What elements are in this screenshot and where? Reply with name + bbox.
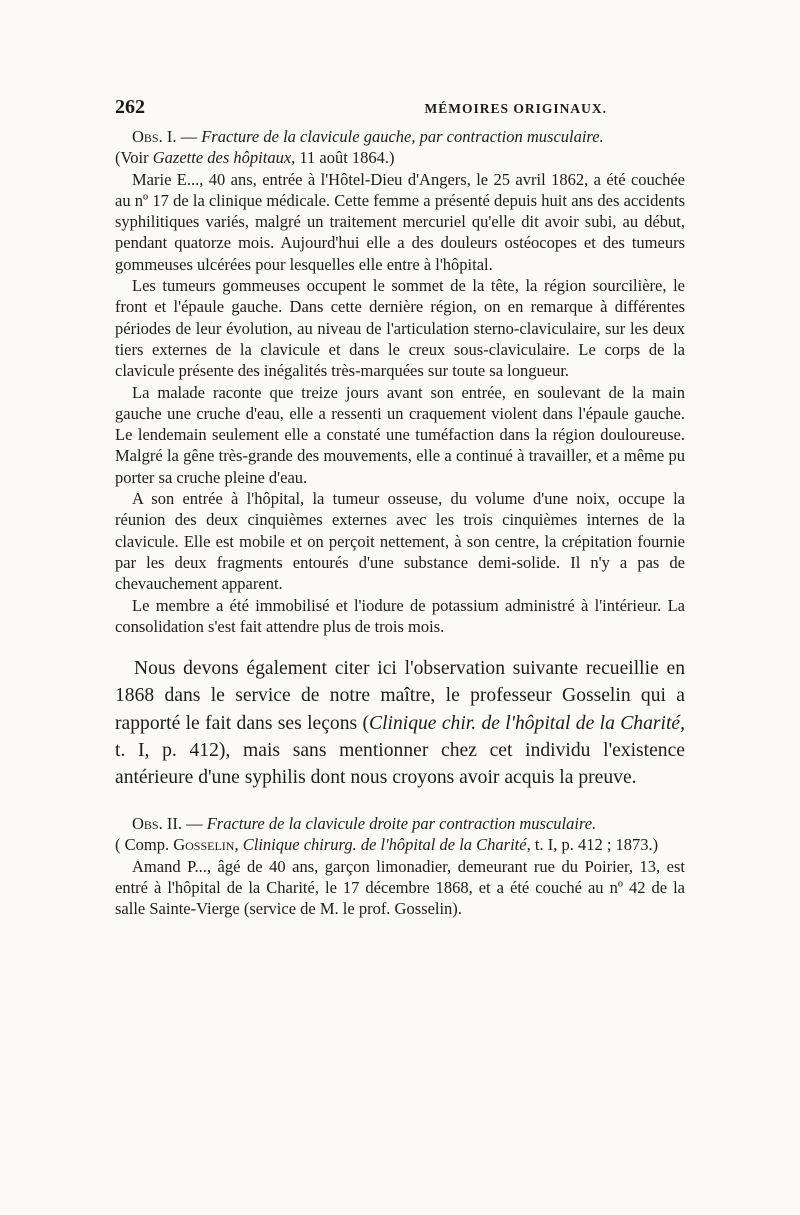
observation-1-dash: — [176,127,202,146]
main-paragraph [115,655,685,791]
observation-1-ref-journal: Gazette des hôpitaux, [152,148,296,168]
observation-1-heading [115,126,685,169]
observation-2-ref-author: Gosselin, [173,835,239,855]
page [115,96,685,920]
observation-2-label: Obs. II. [132,814,182,834]
main-text-citation: Clinique chir. de l'hôpital de la Charité, [369,712,685,734]
page-header [115,96,685,126]
observation-1-ref-open: (Voir [115,148,153,168]
observation-2-title: Fracture de la clavicule droite par contraction musculaire. [206,814,597,834]
observation-1-label: Obs. I. [132,127,177,146]
observation-1-paragraph: A son entrée à l'hôpital, la tumeur osseuse, du volume d'une noix, occupe la réunion des deux cinquièmes externes avec les trois cinquièmes internes de la clavicule. Elle est mobile et on perçoit nettement, à son centre, la crépitation fournie par les deux fragments entourés d'une substance demi-solide. Il n'y a pas de chevauchement apparent. [115,489,685,594]
observation-1-paragraph: Le membre a été immobilisé et l'iodure de potassium administré à l'intérieur. La consolidation s'est fait attendre plus de trois mois. [115,595,685,636]
observation-2-ref-open: ( Comp. [115,835,174,855]
observation-2-ref-close: t. I, p. 412 ; 1873.) [530,835,659,855]
observation-1-ref-close: 11 août 1864.) [295,148,395,168]
page-number: 262 [115,96,145,118]
observation-1-title: Fracture de la clavicule gauche, par contraction musculaire. [201,127,604,146]
observation-1 [115,126,685,637]
observation-1-paragraph: La malade raconte que treize jours avant son entrée, en soulevant de la main gauche une cruche d'eau, elle a ressenti un craquement violent dans l'épaule gauche. Le lendemain seulement elle a constaté une tuméfaction dans la région douloureuse. Malgré la gêne très-grande des mouvements, elle a continué à travailler, et a même pu porter sa cruche pleine d'eau. [115,382,685,487]
main-text-part-1: Nous devons également citer ici l'observation suivante recueillie en 1868 dans le service de notre maître, le professeur Gosselin qui a rapporté le fait dans ses leçons ( [115,658,685,734]
running-title: MÉMOIRES ORIGINAUX. [424,101,607,116]
observation-2-paragraph: Amand P..., âgé de 40 ans, garçon limonadier, demeurant rue du Poirier, 13, est entré à l'hôpital de la Charité, le 17 décembre 1868, et a été couché au nº 42 de la salle Sainte-Vierge (service de M. le prof. Gosselin). [115,856,685,919]
main-text-part-2: t. I, p. 412), mais sans mentionner chez cet individu l'existence antérieure d'une syphilis dont nous croyons avoir acquis la preuve. [115,739,685,788]
observation-2-heading [115,813,685,856]
observation-1-paragraph: Les tumeurs gommeuses occupent le sommet de la tête, la région sourcilière, le front et l'épaule gauche. Dans cette dernière région, on en remarque à différentes périodes de leur évolution, au niveau de l'articulation sterno-claviculaire, sur les deux tiers externes de la clavicule et dans le creux sous-claviculaire. Le corps de la clavicule présente des inégalités très-marquées sur toute sa longueur. [115,276,685,381]
observation-2-dash: — [181,814,207,834]
observation-1-paragraph: Marie E..., 40 ans, entrée à l'Hôtel-Dieu d'Angers, le 25 avril 1862, a été couchée au nº 17 de la clinique médicale. Cette femme a présenté depuis huit ans des accidents syphilitiques variés, malgré un traitement mercuriel qu'elle dit avoir subi, au début, pendant quatorze mois. Aujourd'hui elle a des douleurs ostéocopes et des tumeurs gommeuses ulcérées pour lesquelles elle entre à l'hôpital. [115,169,685,274]
observation-2-ref-work: Clinique chirurg. de l'hôpital de la Charité, [238,835,531,855]
main-text [115,655,685,791]
observation-2 [115,813,685,919]
